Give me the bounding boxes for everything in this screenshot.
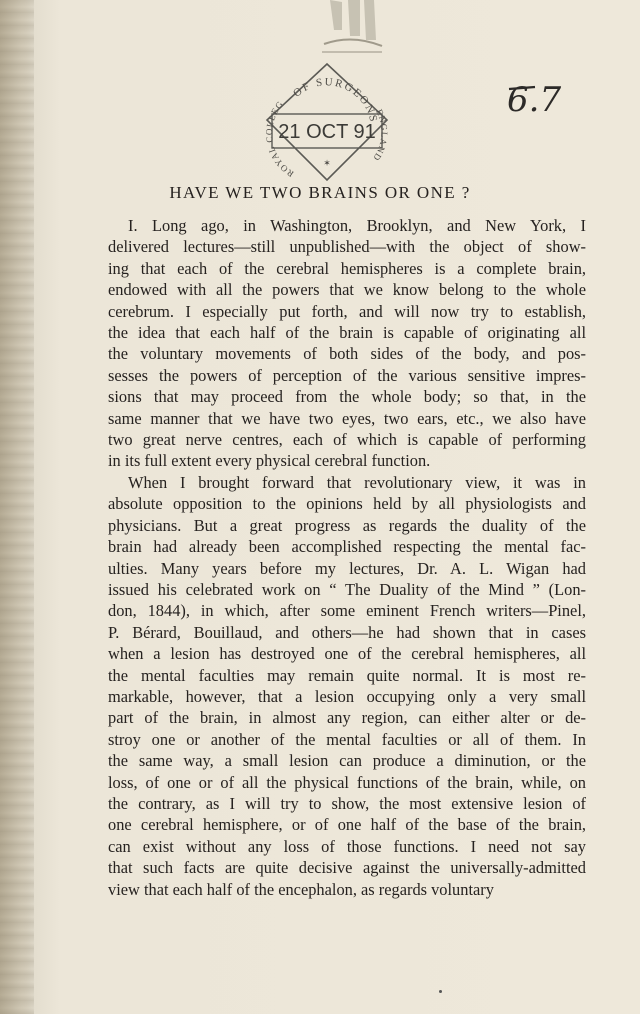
text-line: in its full extent every physical cerebral function.: [108, 451, 431, 471]
shelfmark-text: 6.7: [507, 80, 562, 120]
text-line: stroy one or another of the mental faculties or all of them. In: [108, 729, 586, 749]
svg-text:✶: ✶: [323, 158, 331, 168]
text-line: can exist without any loss of those functions. I need not say: [108, 836, 586, 856]
text-line: absolute opposition to the opinions held by all physiologists and: [108, 494, 586, 514]
text-line: the same way, a small lesion can produce a diminution, or the: [108, 751, 586, 771]
text-line: two great nerve centres, each of which is capable of performing: [108, 430, 586, 450]
text-line: physicians. But a great progress as regards the duality of the: [108, 515, 586, 535]
svg-text:OF SURGEONS: [291, 76, 380, 124]
page-binding-edge: [0, 0, 34, 1014]
stamp-right-arc: ENGLAND: [370, 107, 390, 164]
text-line: the voluntary movements of both sides of the body, and pos-: [108, 344, 586, 364]
text-line: ulties. Many years before my lectures, Dr. A. L. Wigan had: [108, 558, 586, 578]
ink-speck: [439, 990, 442, 993]
text-line: same manner that we have two eyes, two ears, etc., we also have: [108, 408, 586, 428]
text-line: don, 1844), in which, after some eminent French writers—Pinel,: [108, 601, 586, 621]
binding-mark-icon: [320, 0, 384, 56]
text-line: the idea that each half of the brain is capable of originating all: [108, 323, 586, 343]
text-line: the mental faculties may remain quite normal. It is most re-: [108, 665, 586, 685]
text-line: When I brought forward that revolutionary view, it was in: [128, 472, 586, 492]
text-line: P. Bérard, Bouillaud, and others—he had shown that in cases: [108, 622, 586, 642]
text-line: one cerebral hemisphere, or of one half of the base of the brain,: [108, 815, 586, 835]
body-text: [108, 215, 586, 900]
text-line: ing that each of the cerebral hemispheres is a complete brain,: [108, 258, 586, 278]
handwritten-shelfmark: [505, 75, 585, 121]
text-line: I. Long ago, in Washington, Brooklyn, and New York, I: [128, 216, 586, 235]
text-line: the contrary, as I will try to show, the most extensive lesion of: [108, 793, 586, 813]
paragraph-container: [108, 215, 586, 900]
text-line: view that each half of the encephalon, as regards voluntary: [108, 879, 494, 899]
text-line: sesses the powers of perception of the various sensitive impres-: [108, 365, 586, 385]
text-line: markable, however, that a lesion occupying only a very small: [108, 686, 586, 706]
text-line: delivered lectures—still unpublished—with the object of show-: [108, 237, 586, 257]
text-line: part of the brain, in almost any region, can either alter or de-: [108, 708, 586, 728]
stamp-top-arc: OF SURGEONS: [291, 76, 380, 125]
text-line: cerebrum. I especially put forth, and will now try to establish,: [108, 301, 586, 321]
svg-text:ROYAL COLLEGE: [252, 58, 295, 179]
library-stamp-icon: [252, 58, 402, 196]
stamp-date: 21 OCT 91: [278, 121, 376, 143]
text-line: loss, of one or of all the physical functions of the brain, while, on: [108, 772, 586, 792]
library-stamp: [252, 58, 402, 196]
text-line: when a lesion has destroyed one of the cerebral hemispheres, all: [108, 644, 586, 664]
text-line: endowed with all the powers that we know belong to the whole: [108, 280, 586, 300]
text-line: sions that may proceed from the whole body; so that, in the: [108, 387, 586, 407]
text-line: that such facts are quite decisive against the universally-admitted: [108, 858, 586, 878]
text-line: brain had already been accomplished respecting the mental fac-: [108, 537, 586, 557]
stamp-left-arc: ROYAL COLLEG: [263, 98, 296, 179]
page-title: HAVE WE TWO BRAINS OR ONE ?: [169, 183, 471, 202]
text-line: issued his celebrated work on “ The Duality of the Mind ” (Lon-: [108, 579, 586, 599]
